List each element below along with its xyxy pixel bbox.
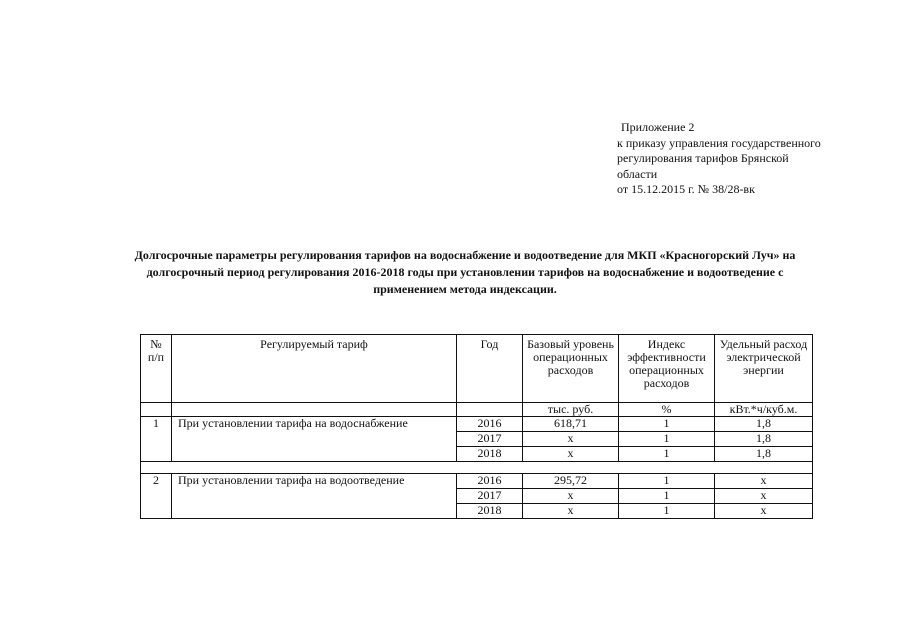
cell-energy-consumption: x (715, 504, 813, 519)
cell-efficiency-index: 1 (619, 447, 715, 462)
row-num: 1 (141, 417, 172, 462)
appendix-block (617, 120, 877, 198)
tariff-parameters-table (140, 334, 813, 519)
appendix-line: регулирования тарифов Брянской (617, 151, 789, 165)
appendix-line: к приказу управления государственного (617, 135, 821, 150)
table-header-row (141, 335, 813, 403)
cell-energy-consumption: 1,8 (715, 447, 813, 462)
cell-efficiency-index: 1 (619, 417, 715, 432)
tariff-name: При установлении тарифа на водоснабжение (172, 417, 457, 462)
header-tariff: Регулируемый тариф (172, 335, 457, 403)
cell-year: 2018 (457, 504, 523, 519)
tariff-name: При установлении тарифа на водоотведение (172, 474, 457, 519)
unit-base-level: тыс. руб. (523, 403, 619, 417)
cell-energy-consumption: 1,8 (715, 432, 813, 447)
units-tariff-empty (172, 403, 457, 417)
cell-energy-consumption: x (715, 474, 813, 489)
cell-year: 2018 (457, 447, 523, 462)
cell-efficiency-index: 1 (619, 504, 715, 519)
units-num-empty (141, 403, 172, 417)
appendix-line: области (617, 166, 658, 181)
cell-base-level: 618,71 (523, 417, 619, 432)
table-units-row (141, 403, 813, 417)
title-line: Долгосрочные параметры регулирования тарифов на водоснабжение и водоотведение для МКП «Красногорский Луч» на (134, 248, 796, 262)
units-year-empty (457, 403, 523, 417)
cell-energy-consumption: x (715, 489, 813, 504)
cell-year: 2016 (457, 474, 523, 489)
cell-efficiency-index: 1 (619, 474, 715, 489)
cell-base-level: x (523, 489, 619, 504)
document-title (95, 247, 835, 298)
cell-efficiency-index: 1 (619, 432, 715, 447)
cell-year: 2017 (457, 432, 523, 447)
appendix-line: от 15.12.2015 г. № 38/28-вк (617, 182, 755, 196)
cell-efficiency-index: 1 (619, 489, 715, 504)
header-year: Год (457, 335, 523, 403)
title-line: применением метода индексации. (373, 282, 557, 296)
cell-year: 2017 (457, 489, 523, 504)
header-efficiency-index: Индекс эффективности операционных расходов (619, 335, 715, 403)
table-row (141, 474, 813, 489)
appendix-line: Приложение 2 (621, 120, 695, 134)
title-line: долгосрочный период регулирования 2016-2018 годы при установлении тарифов на водоснабжение и водоотведение с (146, 265, 784, 279)
cell-base-level: 295,72 (523, 474, 619, 489)
header-energy-consumption: Удельный расход электрической энергии (715, 335, 813, 403)
table-spacer-row (141, 462, 813, 474)
header-num: № п/п (141, 335, 172, 403)
cell-energy-consumption: 1,8 (715, 417, 813, 432)
header-base-level: Базовый уровень операционных расходов (523, 335, 619, 403)
cell-base-level: x (523, 447, 619, 462)
cell-year: 2016 (457, 417, 523, 432)
cell-base-level: x (523, 504, 619, 519)
spacer-cell (141, 462, 813, 474)
row-num: 2 (141, 474, 172, 519)
unit-efficiency-index: % (619, 403, 715, 417)
cell-base-level: x (523, 432, 619, 447)
table-row (141, 417, 813, 432)
unit-energy-consumption: кВт.*ч/куб.м. (715, 403, 813, 417)
